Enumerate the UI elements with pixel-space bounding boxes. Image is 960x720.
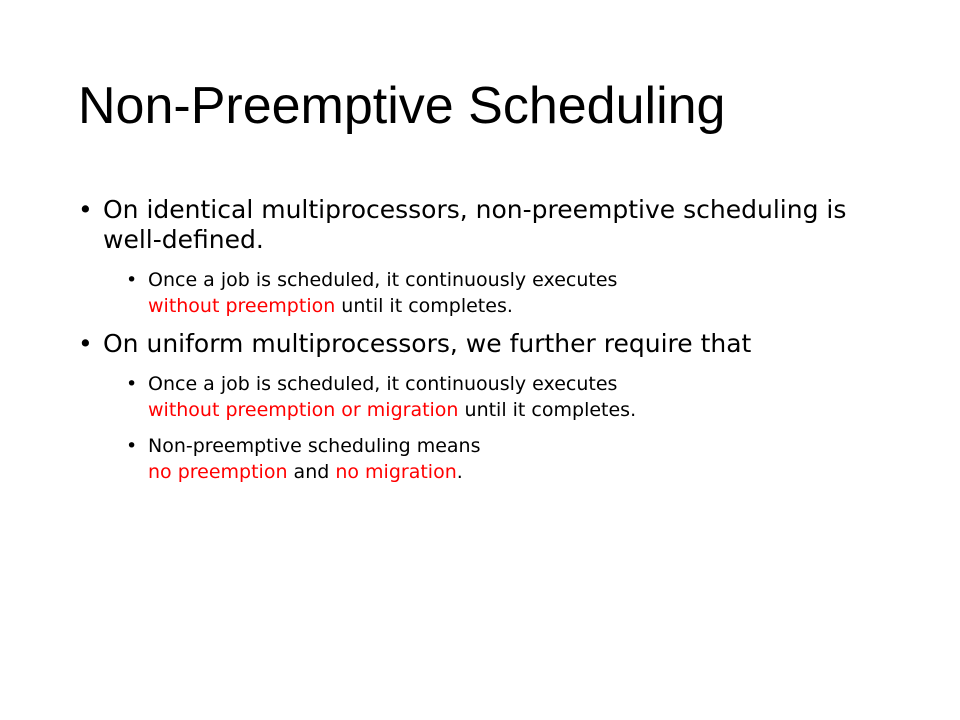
highlight-text: without preemption <box>148 295 336 317</box>
slide-content <box>78 195 858 495</box>
bullet-dot-icon: • <box>126 435 138 457</box>
bullet-dot-icon: • <box>78 195 93 224</box>
slide-title: Non-Preemptive Scheduling <box>78 77 726 135</box>
sub-bullet-definition <box>126 433 858 485</box>
bullet-dot-icon: • <box>126 269 138 291</box>
bullet-text: On uniform multiprocessors, we further require that <box>103 329 752 358</box>
highlight-text: no preemption <box>148 461 288 483</box>
highlight-text: no migration <box>335 461 457 483</box>
sub-bullet-text: Non-preemptive scheduling means <box>148 435 481 457</box>
sub-bullet-text: until it completes. <box>458 399 637 421</box>
bullet-identical-multiprocessors <box>78 195 858 255</box>
bullet-dot-icon: • <box>126 373 138 395</box>
sub-bullet-text: and <box>287 461 336 483</box>
highlight-text: without preemption or migration <box>148 399 459 421</box>
bullet-text: On identical multiprocessors, non-preemptive scheduling is well-defined. <box>103 195 847 254</box>
sub-bullet-text: Once a job is scheduled, it continuously executes <box>148 373 618 395</box>
sub-bullet-uniform-execution <box>126 371 858 423</box>
sub-bullet-text: . <box>456 461 463 483</box>
bullet-uniform-multiprocessors <box>78 329 858 359</box>
sub-bullet-text: until it completes. <box>335 295 513 317</box>
bullet-dot-icon: • <box>78 329 93 358</box>
sub-bullet-text: Once a job is scheduled, it continuously executes <box>148 269 618 291</box>
sub-bullet-identical-execution <box>126 267 858 319</box>
